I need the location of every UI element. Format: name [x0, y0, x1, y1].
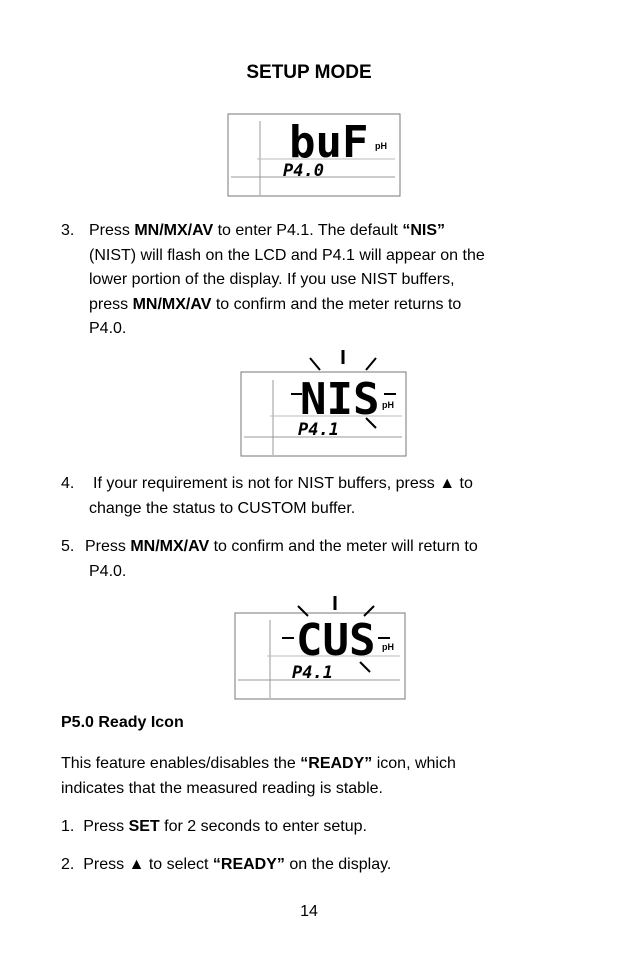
- lcd-display-nis: [240, 344, 408, 458]
- step-5-paragraph: [61, 535, 581, 585]
- lcd-display-buf: [227, 113, 401, 197]
- ph-unit-label: pH: [382, 400, 394, 410]
- step-number: 4.: [61, 475, 75, 492]
- step-text: Press MN/MX/AV to enter P4.1. The default “NIS” (NIST) will flash on the LCD and P4.1 will appear on the lower portion of the display. If you use NIST buffers, press MN/MX/AV to confirm and the meter returns to P4.0.: [89, 222, 485, 337]
- lcd-main-text: NIS: [300, 374, 380, 425]
- ph-unit-label: pH: [375, 141, 387, 151]
- section-heading: P5.0 Ready Icon: [61, 714, 184, 731]
- page-number: 14: [300, 903, 318, 920]
- section-step-2: 2. Press ▲ to select “READY” on the display.: [61, 856, 392, 873]
- step-text: If your requirement is not for NIST buffers, press ▲ to change the status to CUSTOM buffer.: [89, 475, 473, 517]
- step-text: Press MN/MX/AV to confirm and the meter will return to P4.0.: [85, 538, 478, 580]
- step-number: 2.: [61, 856, 75, 873]
- section-step-1: 1. Press SET for 2 seconds to enter setup.: [61, 818, 367, 835]
- step-3-paragraph: [61, 219, 581, 344]
- step-number: 3.: [61, 222, 75, 239]
- lcd-main-text: CUS: [296, 615, 376, 666]
- lcd-sub-text: P4.0: [283, 161, 324, 181]
- lcd-main-text: buF: [289, 117, 369, 168]
- ph-unit-label: pH: [382, 642, 394, 652]
- lcd-sub-text: P4.1: [298, 420, 339, 440]
- section-description: This feature enables/disables the “READY” icon, which indicates that the measured reading is stable.: [61, 755, 456, 797]
- page-title: SETUP MODE: [246, 62, 372, 83]
- step-number: 5.: [61, 538, 75, 555]
- step-4-paragraph: [61, 472, 581, 522]
- lcd-sub-text: P4.1: [292, 663, 333, 683]
- step-number: 1.: [61, 818, 75, 835]
- lcd-display-cus: [234, 592, 408, 702]
